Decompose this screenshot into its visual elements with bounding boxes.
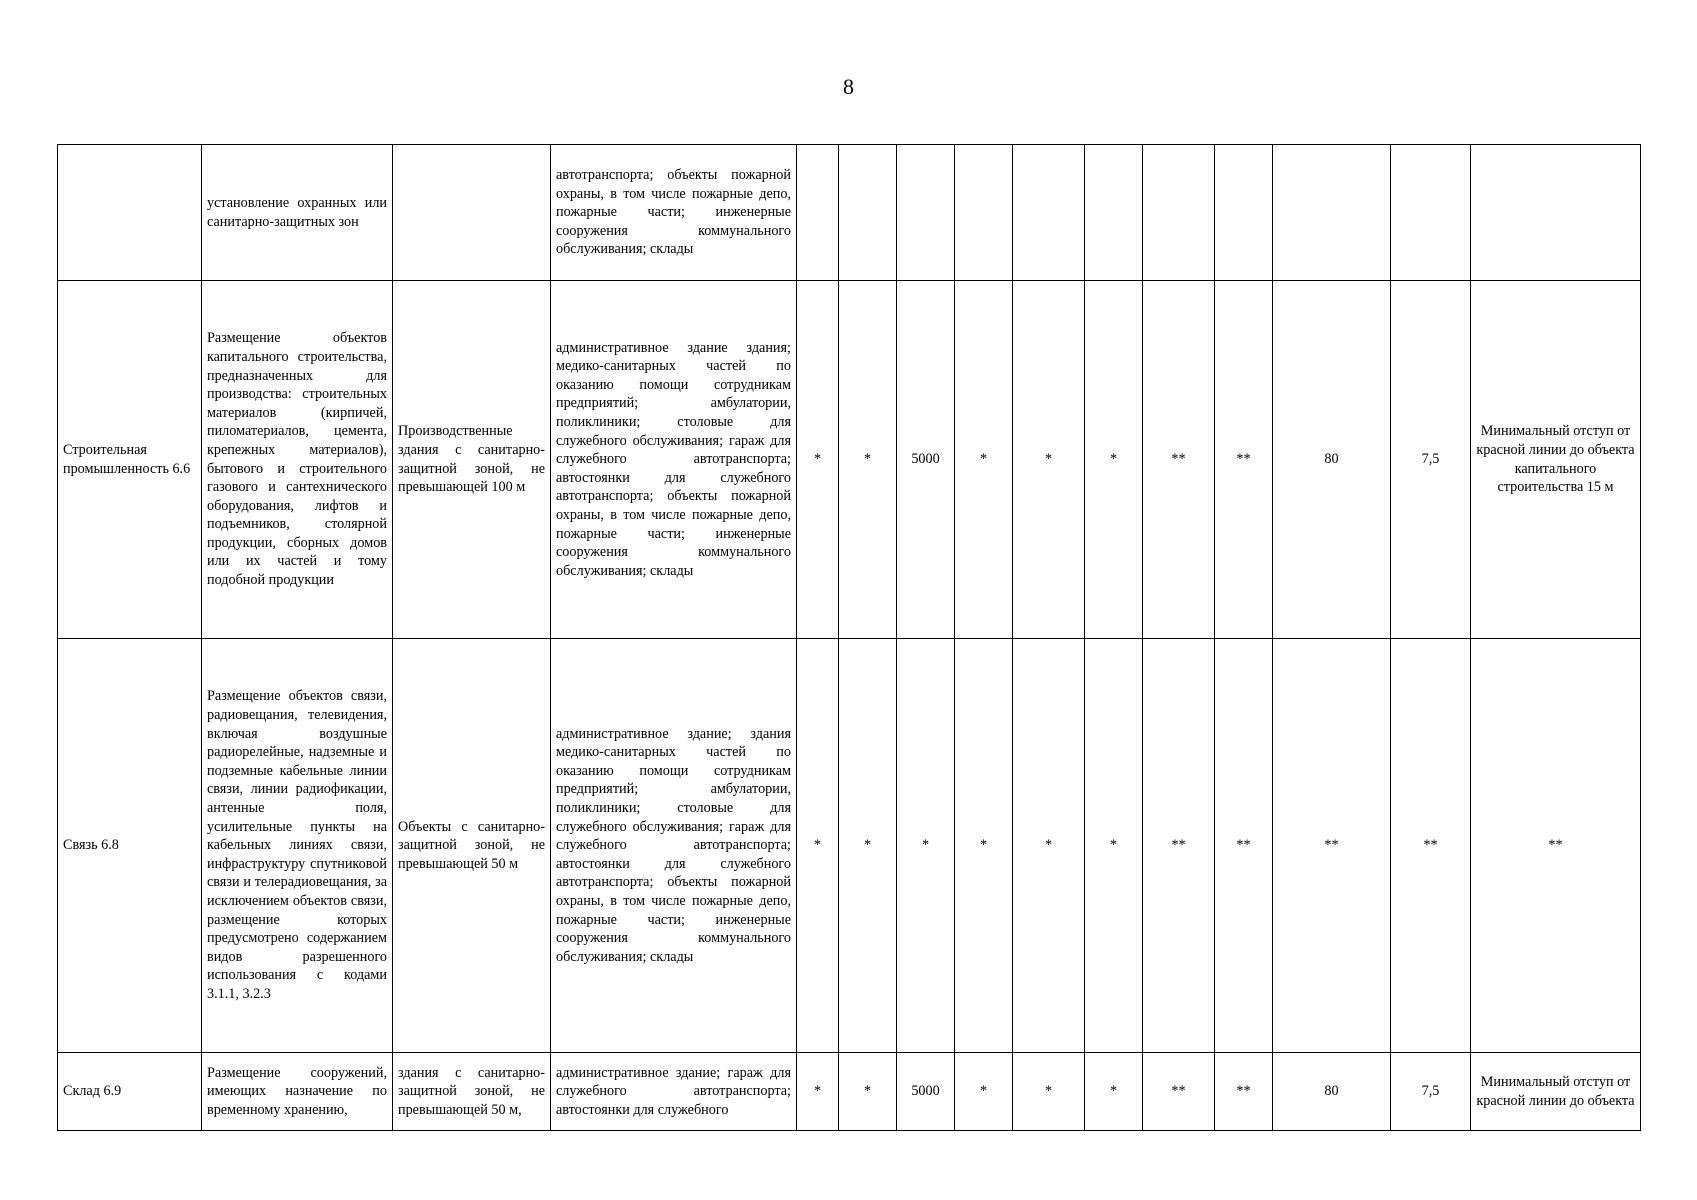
param-value [1391, 145, 1471, 281]
param-value: * [955, 281, 1013, 639]
param-value [1085, 145, 1143, 281]
param-value: ** [1391, 639, 1471, 1053]
param-value: * [955, 1053, 1013, 1131]
param-value: * [839, 1053, 897, 1131]
use-conditions: здания с санитарно-защитной зоной, не превышающей 50 м, [393, 1053, 551, 1131]
auxiliary-uses: административное здание; гараж для служебного автотранспорта; автостоянки для служебного [551, 1053, 797, 1131]
param-value: ** [1143, 1053, 1215, 1131]
param-value: * [797, 281, 839, 639]
param-value: 7,5 [1391, 281, 1471, 639]
use-type-name: Строительная промышленность 6.6 [58, 281, 202, 639]
param-value [839, 145, 897, 281]
auxiliary-uses: административное здание здания; медико-санитарных частей по оказанию помощи сотрудникам предприятий; амбулатории, поликлиники; столовые для служебного обслуживания; гараж для служебного автотранспорта; автостоянки для служебного автотранспорта; объекты пожарной охраны, в том числе пожарные депо, пожарные части; инженерные сооружения коммунального обслуживания; склады [551, 281, 797, 639]
param-value [1143, 145, 1215, 281]
note: ** [1471, 639, 1641, 1053]
param-value: * [1085, 1053, 1143, 1131]
param-value [897, 145, 955, 281]
param-value: ** [1215, 281, 1273, 639]
table-row [58, 1053, 1641, 1131]
param-value: * [1013, 281, 1085, 639]
use-conditions [393, 145, 551, 281]
param-value: 5000 [897, 1053, 955, 1131]
param-value [955, 145, 1013, 281]
param-value [1215, 145, 1273, 281]
param-value: * [839, 281, 897, 639]
param-value: ** [1143, 639, 1215, 1053]
zoning-regulations-table [57, 144, 1641, 1131]
param-value: * [797, 639, 839, 1053]
param-value: ** [1273, 639, 1391, 1053]
param-value: * [1085, 281, 1143, 639]
use-type-description: Размещение объектов капитального строительства, предназначенных для производства: строительных материалов (кирпичей, пиломатериалов, цемента, крепежных материалов), бытового и строительного газового и сантехнического оборудования, лифтов и подъемников, столярной продукции, сборных домов или их частей и тому подобной продукции [202, 281, 393, 639]
param-value: * [1013, 639, 1085, 1053]
param-value: 80 [1273, 281, 1391, 639]
use-conditions: Объекты с санитарно-защитной зоной, не превышающей 50 м [393, 639, 551, 1053]
param-value: 80 [1273, 1053, 1391, 1131]
use-conditions: Производственные здания с санитарно-защитной зоной, не превышающей 100 м [393, 281, 551, 639]
param-value: * [1013, 1053, 1085, 1131]
param-value: ** [1215, 1053, 1273, 1131]
param-value: * [897, 639, 955, 1053]
table-row [58, 281, 1641, 639]
param-value [797, 145, 839, 281]
auxiliary-uses: административное здание; здания медико-санитарных частей по оказанию помощи сотрудникам предприятий; амбулатории, поликлиники; столовые для служебного обслуживания; гараж для служебного автотранспорта; автостоянки для служебного автотранспорта; объекты пожарной охраны, в том числе пожарные депо, пожарные части; инженерные сооружения коммунального обслуживания; склады [551, 639, 797, 1053]
table-row [58, 145, 1641, 281]
use-type-name: Склад 6.9 [58, 1053, 202, 1131]
use-type-name: Связь 6.8 [58, 639, 202, 1053]
param-value: 5000 [897, 281, 955, 639]
auxiliary-uses: автотранспорта; объекты пожарной охраны, в том числе пожарные депо, пожарные части; инженерные сооружения коммунального обслуживания; склады [551, 145, 797, 281]
note: Минимальный отступ от красной линии до объекта [1471, 1053, 1641, 1131]
param-value: ** [1143, 281, 1215, 639]
table-row [58, 639, 1641, 1053]
param-value: ** [1215, 639, 1273, 1053]
use-type-description: установление охранных или санитарно-защитных зон [202, 145, 393, 281]
param-value: * [955, 639, 1013, 1053]
param-value: * [839, 639, 897, 1053]
use-type-description: Размещение объектов связи, радиовещания, телевидения, включая воздушные радиорелейные, надземные и подземные кабельные линии связи, линии радиофикации, антенные поля, усилительные пункты на кабельных линиях связи, инфраструктуру спутниковой связи и телерадиовещания, за исключением объектов связи, размещение которых предусмотрено содержанием видов разрешенного использования с кодами 3.1.1, 3.2.3 [202, 639, 393, 1053]
param-value [1013, 145, 1085, 281]
param-value: * [797, 1053, 839, 1131]
param-value [1273, 145, 1391, 281]
use-type-description: Размещение сооружений, имеющих назначение по временному хранению, [202, 1053, 393, 1131]
param-value: 7,5 [1391, 1053, 1471, 1131]
page-number: 8 [843, 74, 854, 99]
note [1471, 145, 1641, 281]
use-type-name [58, 145, 202, 281]
param-value: * [1085, 639, 1143, 1053]
note: Минимальный отступ от красной линии до объекта капитального строительства 15 м [1471, 281, 1641, 639]
